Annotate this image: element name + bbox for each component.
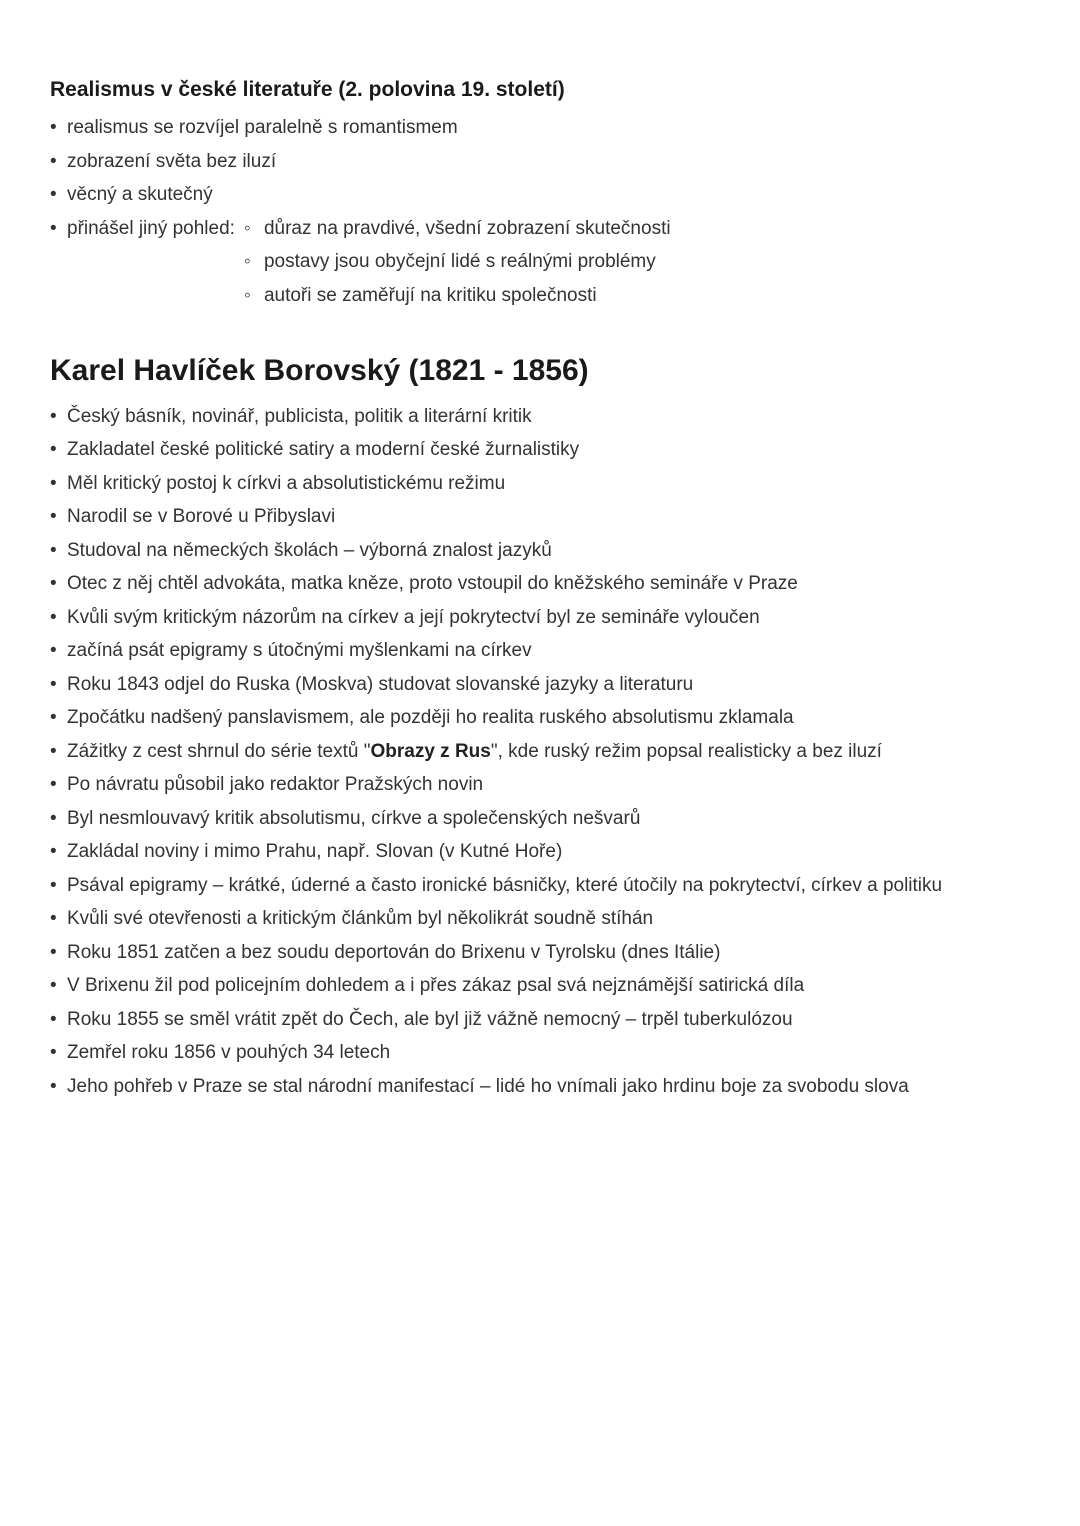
list-item (50, 1070, 1038, 1104)
list-item (50, 145, 1038, 179)
list-item (50, 601, 1038, 635)
list-item (50, 500, 1038, 534)
bullet-text: Roku 1843 odjel do Ruska (Moskva) studovat slovanské jazyky a literaturu (67, 673, 694, 695)
sub-list-item (244, 212, 1038, 246)
list-item (50, 467, 1038, 501)
section-realismus (50, 76, 1038, 312)
sub-bullet-icon: ◦ (243, 251, 251, 273)
list-item (50, 902, 1038, 936)
list-item (50, 567, 1038, 601)
list-item-pohled (50, 212, 1038, 313)
list-item (50, 433, 1038, 467)
list-item (50, 1036, 1038, 1070)
bullet-icon: • (50, 472, 57, 494)
bullet-icon: • (50, 184, 57, 206)
bullet-icon: • (50, 740, 57, 762)
list-item (50, 111, 1038, 145)
bullet-text: Byl nesmlouvavý kritik absolutismu, církve a společenských nešvarů (67, 807, 641, 829)
list-item (50, 936, 1038, 970)
bullet-icon: • (50, 774, 57, 796)
section-borovsky (50, 352, 1038, 1103)
list-item (50, 969, 1038, 1003)
sub-bullet-text: postavy jsou obyčejní lidé s reálnými problémy (263, 251, 656, 273)
list-item (50, 768, 1038, 802)
bullet-text: věcný a skutečný (67, 184, 213, 206)
bullet-icon: • (50, 439, 57, 461)
bullet-icon: • (50, 573, 57, 595)
bullet-text: zobrazení světa bez iluzí (67, 150, 277, 172)
bullet-icon: • (50, 506, 57, 528)
list-item (50, 400, 1038, 434)
bullet-text: V Brixenu žil pod policejním dohledem a i přes zákaz psal svá nejznámější satirická díla (67, 975, 805, 997)
bullet-text-rich (67, 735, 1038, 769)
bullet-text: Narodil se v Borové u Přibyslavi (67, 506, 336, 528)
bullet-icon: • (50, 1075, 57, 1097)
bullet-text: Roku 1855 se směl vrátit zpět do Čech, ale byl již vážně nemocný – trpěl tuberkulózou (67, 1008, 793, 1030)
list-item (50, 701, 1038, 735)
bullet-text: Zemřel roku 1856 v pouhých 34 letech (67, 1042, 391, 1064)
list-item (50, 802, 1038, 836)
bullet-text: Zakladatel české politické satiry a moderní české žurnalistiky (67, 439, 580, 461)
bullet-icon: • (50, 841, 57, 863)
bullet-icon: • (50, 874, 57, 896)
bullet-text: Kvůli svým kritickým názorům na církev a její pokrytectví byl ze semináře vyloučen (67, 606, 760, 628)
obrazy-suffix: ", kde ruský režim popsal realisticky a bez iluzí (490, 740, 882, 762)
bullet-icon: • (50, 117, 57, 139)
bullet-icon: • (50, 707, 57, 729)
list-item (50, 534, 1038, 568)
bullet-icon: • (50, 640, 57, 662)
section-title-borovsky: Karel Havlíček Borovský (1821 - 1856) (50, 354, 589, 388)
bullet-text: Měl kritický postoj k církvi a absolutistickému režimu (67, 472, 506, 494)
list-item-obrazy (50, 735, 1038, 769)
bullet-text: Po návratu působil jako redaktor Pražských novin (67, 774, 484, 796)
bullet-text: začíná psát epigramy s útočnými myšlenkami na církev (67, 640, 532, 662)
obrazy-bold-title: Obrazy z Rus (370, 740, 491, 762)
borovsky-bullet-list (50, 400, 1038, 1104)
list-item (50, 178, 1038, 212)
bullet-icon: • (50, 975, 57, 997)
realismus-bullet-list (50, 111, 1038, 312)
bullet-text: Český básník, novinář, publicista, politik a literární kritik (67, 405, 532, 427)
list-item (50, 1003, 1038, 1037)
sub-list-item (244, 245, 1038, 279)
bullet-text: Kvůli své otevřenosti a kritickým článkům byl několikrát soudně stíhán (67, 908, 654, 930)
sub-bullet-text: autoři se zaměřují na kritiku společnosti (263, 284, 597, 306)
bullet-text: Zpočátku nadšený panslavismem, ale později ho realita ruského absolutismu zklamala (67, 707, 794, 729)
bullet-text: realismus se rozvíjel paralelně s romantismem (67, 117, 458, 139)
bullet-icon: • (50, 150, 57, 172)
bullet-icon: • (50, 217, 57, 239)
list-item (50, 869, 1038, 903)
bullet-text: Roku 1851 zatčen a bez soudu deportován do Brixenu v Tyrolsku (dnes Itálie) (67, 941, 721, 963)
bullet-text: Otec z něj chtěl advokáta, matka kněze, proto vstoupil do kněžského semináře v Praze (67, 573, 798, 595)
sub-bullet-icon: ◦ (243, 284, 251, 306)
bullet-icon: • (50, 807, 57, 829)
bullet-text: Studoval na německých školách – výborná znalost jazyků (67, 539, 552, 561)
pohled-label: přinášel jiný pohled: (67, 217, 235, 239)
bullet-icon: • (50, 908, 57, 930)
bullet-icon: • (50, 941, 57, 963)
bullet-icon: • (50, 405, 57, 427)
pohled-sub-list (244, 212, 1038, 313)
section-title-realismus: Realismus v české literatuře (2. polovina 19. století) (50, 78, 565, 101)
sub-bullet-icon: ◦ (243, 217, 251, 239)
sub-list-item (244, 279, 1038, 313)
bullet-icon: • (50, 1042, 57, 1064)
bullet-icon: • (50, 1008, 57, 1030)
list-item (50, 835, 1038, 869)
bullet-text: Zakládal noviny i mimo Prahu, např. Slovan (v Kutné Hoře) (67, 841, 563, 863)
bullet-icon: • (50, 606, 57, 628)
sub-bullet-text: důraz na pravdivé, všední zobrazení skutečnosti (263, 217, 671, 239)
list-item (50, 668, 1038, 702)
bullet-icon: • (50, 673, 57, 695)
bullet-text: Jeho pohřeb v Praze se stal národní manifestací – lidé ho vnímali jako hrdinu boje za svobodu slova (67, 1075, 909, 1097)
bullet-icon: • (50, 539, 57, 561)
obrazy-prefix: Zážitky z cest shrnul do série textů " (67, 740, 371, 762)
bullet-text: Psával epigramy – krátké, úderné a často ironické básničky, které útočily na pokrytectví, církev a politiku (67, 874, 943, 896)
list-item (50, 634, 1038, 668)
